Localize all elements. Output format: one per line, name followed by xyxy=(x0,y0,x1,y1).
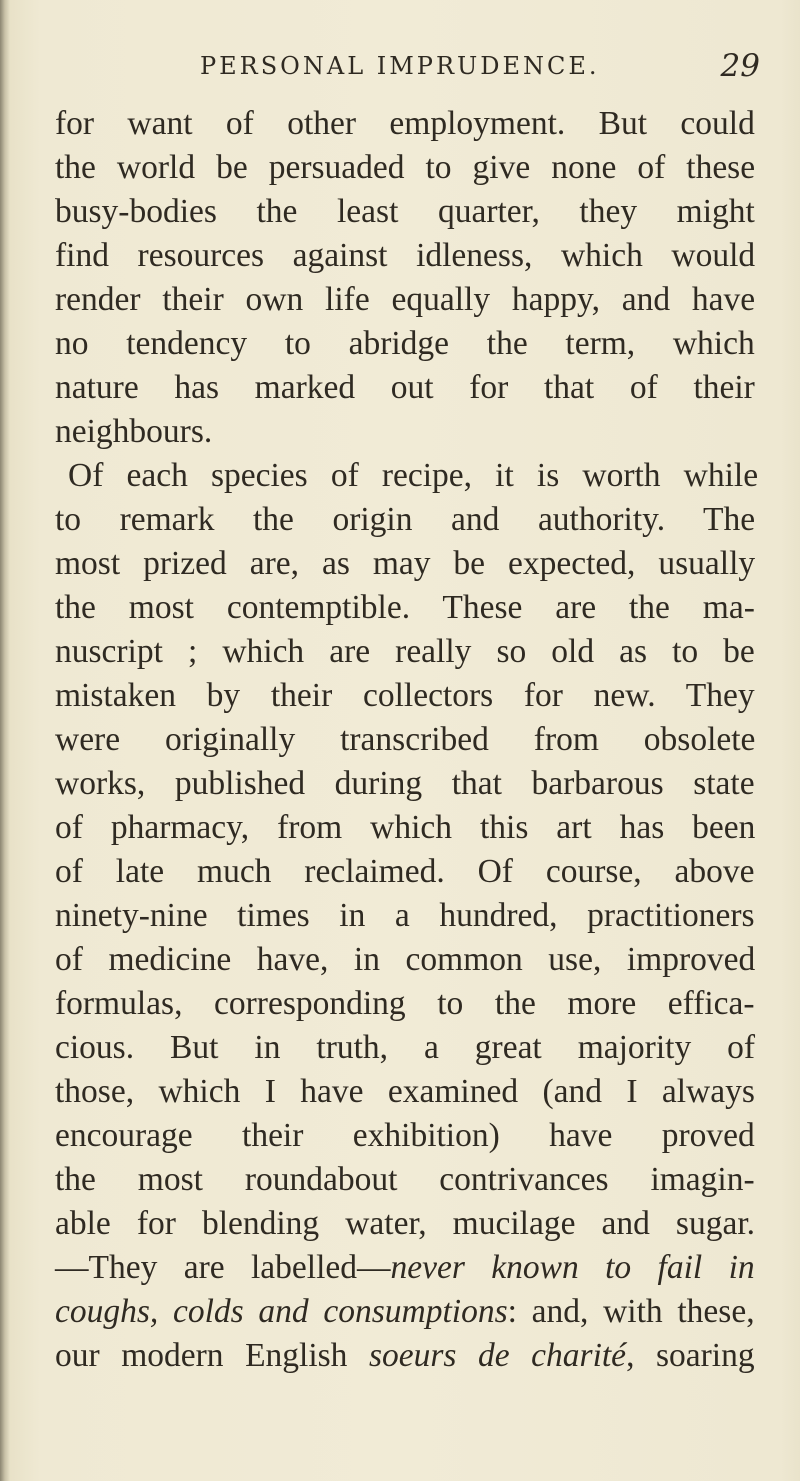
page-header xyxy=(200,48,760,86)
text-line: encourage their exhibition) have proved xyxy=(55,1117,755,1154)
text-line: cious. But in truth, a great majority of xyxy=(55,1029,756,1066)
italic-quote: coughs, colds and consumptions xyxy=(55,1293,508,1330)
text-line: were originally transcribed from obsolete xyxy=(55,721,756,758)
text-line: mistaken by their collectors for new. They xyxy=(55,677,755,714)
text-line: no tendency to abridge the term, which xyxy=(55,325,755,362)
text-line: to remark the origin and authority. The xyxy=(55,501,756,538)
text-segment: our modern English xyxy=(55,1337,369,1374)
text-line: the most roundabout contrivances imagin- xyxy=(55,1161,755,1198)
text-line xyxy=(55,1244,755,1292)
italic-phrase: soeurs de charité xyxy=(368,1337,627,1374)
text-line: ninety-nine times in a hundred, practitioners xyxy=(55,897,755,934)
text-segment: , soaring xyxy=(626,1337,755,1374)
text-line: most prized are, as may be expected, usually xyxy=(55,545,756,582)
text-line xyxy=(55,1332,755,1380)
text-line: neighbours. xyxy=(55,413,213,450)
text-line: Of each species of recipe, it is worth while xyxy=(68,457,759,494)
text-line: busy-bodies the least quarter, they might xyxy=(55,193,755,230)
text-line: render their own life equally happy, and have xyxy=(55,281,756,318)
text-line: works, published during that barbarous state xyxy=(55,765,755,802)
text-line: of medicine have, in common use, improved xyxy=(55,941,756,978)
page-number: 29 xyxy=(720,48,760,84)
text-segment: : and, with these, xyxy=(507,1293,755,1330)
text-line: find resources against idleness, which would xyxy=(55,237,756,274)
text-line xyxy=(55,1288,755,1336)
text-line: of late much reclaimed. Of course, above xyxy=(55,853,755,890)
text-line: formulas, corresponding to the more effica- xyxy=(55,985,755,1022)
text-line: nature has marked out for that of their xyxy=(55,369,755,406)
text-line: of pharmacy, from which this art has been xyxy=(55,809,756,846)
text-line: the most contemptible. These are the ma- xyxy=(55,589,755,626)
text-line: those, which I have examined (and I always xyxy=(55,1073,755,1110)
text-line: for want of other employment. But could xyxy=(55,105,755,142)
body-text xyxy=(0,100,800,1400)
text-line: able for blending water, mucilage and sugar. xyxy=(55,1205,756,1242)
text-line: nuscript ; which are really so old as to be xyxy=(55,633,755,670)
text-line: the world be persuaded to give none of these xyxy=(55,149,756,186)
italic-quote: never known to fail in xyxy=(390,1249,755,1286)
running-title: PERSONAL IMPRUDENCE. xyxy=(200,52,600,80)
text-segment: —They are labelled— xyxy=(55,1249,391,1286)
